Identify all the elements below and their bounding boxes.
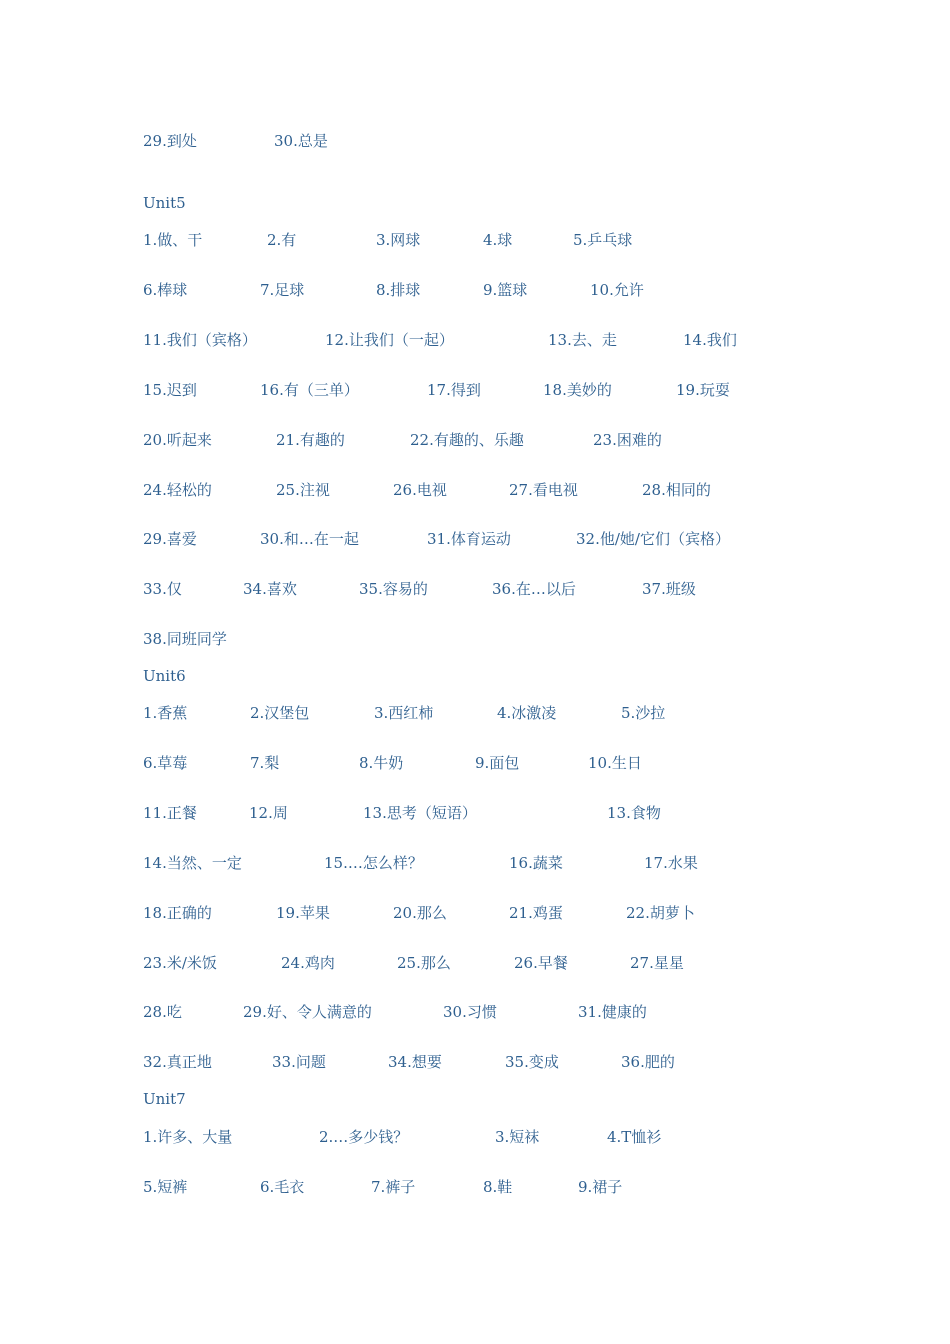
vocab-item: 29.好、令人满意的 [243, 1003, 372, 1021]
vocab-item: 23.困难的 [593, 431, 662, 449]
vocab-item: 28.相同的 [642, 481, 711, 499]
vocab-item: 9.裙子 [578, 1178, 623, 1196]
vocab-item: 16.蔬菜 [509, 854, 563, 872]
vocab-item: 26.电视 [393, 481, 447, 499]
unit-heading-row [0, 1088, 950, 1110]
vocab-item: 12.让我们（一起） [325, 331, 454, 349]
vocab-item: 30.习惯 [443, 1003, 497, 1021]
vocab-item: 10.生日 [588, 754, 642, 772]
vocab-row [0, 1001, 950, 1023]
vocab-row [0, 628, 950, 650]
vocab-item: 31.体育运动 [427, 530, 511, 548]
vocab-item: 13.思考（短语） [363, 804, 477, 822]
vocab-item: 7.梨 [250, 754, 280, 772]
vocab-item: 33.问题 [272, 1053, 326, 1071]
vocab-item: 8.牛奶 [359, 754, 404, 772]
vocab-item: 3.网球 [376, 231, 421, 249]
vocab-item: 34.想要 [388, 1053, 442, 1071]
vocab-item: 3.短袜 [495, 1128, 540, 1146]
vocab-item: 25.那么 [397, 954, 451, 972]
vocab-item: 7.裤子 [371, 1178, 416, 1196]
vocab-item: 2.…多少钱？ [319, 1128, 409, 1146]
vocab-row [0, 229, 950, 251]
vocab-item: 15.迟到 [143, 381, 197, 399]
vocab-row [0, 852, 950, 874]
vocab-item: 4.T恤衫 [607, 1128, 662, 1146]
vocab-row [0, 130, 950, 152]
vocab-item: 24.鸡肉 [281, 954, 335, 972]
vocab-item: 13.食物 [607, 804, 661, 822]
vocab-item: 3.西红柿 [374, 704, 434, 722]
vocab-item: 34.喜欢 [243, 580, 297, 598]
vocab-item: 18.正确的 [143, 904, 212, 922]
vocab-item: 19.玩耍 [676, 381, 730, 399]
vocab-item: 1.香蕉 [143, 704, 188, 722]
vocab-item: 35.变成 [505, 1053, 559, 1071]
vocab-row [0, 429, 950, 451]
vocab-item: 5.短裤 [143, 1178, 188, 1196]
vocab-item: 32.真正地 [143, 1053, 212, 1071]
vocab-item: 25.注视 [276, 481, 330, 499]
vocab-item: 21.鸡蛋 [509, 904, 563, 922]
vocab-item: 1.做、干 [143, 231, 203, 249]
vocab-item: 10.允许 [590, 281, 644, 299]
vocab-row [0, 279, 950, 301]
vocab-item: 4.冰激凌 [497, 704, 557, 722]
vocab-item: 30.和…在一起 [260, 530, 359, 548]
vocab-item: 17.水果 [644, 854, 698, 872]
vocab-item: 21.有趣的 [276, 431, 345, 449]
unit-heading-row [0, 192, 950, 214]
vocab-item: 38.同班同学 [143, 630, 227, 648]
vocab-item: 2.有 [267, 231, 297, 249]
vocab-item: 15.…怎么样？ [324, 854, 423, 872]
vocab-item: 35.容易的 [359, 580, 428, 598]
vocab-item: 6.毛衣 [260, 1178, 305, 1196]
vocab-item: 14.当然、一定 [143, 854, 242, 872]
vocab-item: 16.有（三单） [260, 381, 359, 399]
vocab-row [0, 479, 950, 501]
vocab-item: 28.吃 [143, 1003, 182, 1021]
vocab-item: 36.肥的 [621, 1053, 675, 1071]
vocab-item: 24.轻松的 [143, 481, 212, 499]
vocab-row [0, 1176, 950, 1198]
vocab-row [0, 752, 950, 774]
vocab-item: 22.有趣的、乐趣 [410, 431, 524, 449]
vocab-row [0, 1126, 950, 1148]
vocab-item: 7.足球 [260, 281, 305, 299]
vocab-item: 18.美妙的 [543, 381, 612, 399]
unit6-heading: Unit6 [143, 667, 186, 685]
vocab-item: 9.篮球 [483, 281, 528, 299]
vocab-item: 12.周 [249, 804, 288, 822]
vocab-item: 11.我们（宾格） [143, 331, 257, 349]
vocab-item: 32.他/她/它们（宾格） [576, 530, 730, 548]
vocab-item: 33.仅 [143, 580, 182, 598]
vocab-item: 6.棒球 [143, 281, 188, 299]
vocab-item: 11.正餐 [143, 804, 197, 822]
vocab-item: 9.面包 [475, 754, 520, 772]
vocab-row [0, 578, 950, 600]
vocab-item: 26.早餐 [514, 954, 568, 972]
vocab-item: 36.在…以后 [492, 580, 576, 598]
vocab-row [0, 329, 950, 351]
vocab-item: 1.许多、大量 [143, 1128, 233, 1146]
vocab-item: 6.草莓 [143, 754, 188, 772]
vocab-row [0, 528, 950, 550]
vocab-item: 4.球 [483, 231, 513, 249]
vocab-item: 27.星星 [630, 954, 684, 972]
vocab-item: 17.得到 [427, 381, 481, 399]
vocab-item: 5.乒乓球 [573, 231, 633, 249]
vocab-item: 20.听起来 [143, 431, 212, 449]
vocab-item: 37.班级 [642, 580, 696, 598]
vocab-item: 20.那么 [393, 904, 447, 922]
vocab-item: 31.健康的 [578, 1003, 647, 1021]
vocab-row [0, 1051, 950, 1073]
vocab-item: 14.我们 [683, 331, 737, 349]
vocab-item: 2.汉堡包 [250, 704, 310, 722]
vocab-item: 22.胡萝卜 [626, 904, 695, 922]
vocab-item: 29.喜爱 [143, 530, 197, 548]
vocab-item: 8.鞋 [483, 1178, 513, 1196]
vocab-item: 5.沙拉 [621, 704, 666, 722]
unit5-heading: Unit5 [143, 194, 186, 212]
vocab-row [0, 952, 950, 974]
vocab-row [0, 379, 950, 401]
unit-heading-row [0, 665, 950, 687]
vocab-item: 27.看电视 [509, 481, 578, 499]
vocab-row [0, 702, 950, 724]
vocab-item: 29.到处 [143, 132, 197, 150]
vocab-row [0, 802, 950, 824]
vocab-row [0, 902, 950, 924]
vocab-item: 30.总是 [274, 132, 328, 150]
vocab-item: 13.去、走 [548, 331, 617, 349]
vocab-item: 8.排球 [376, 281, 421, 299]
vocab-item: 19.苹果 [276, 904, 330, 922]
vocab-item: 23.米/米饭 [143, 954, 217, 972]
unit7-heading: Unit7 [143, 1090, 186, 1108]
